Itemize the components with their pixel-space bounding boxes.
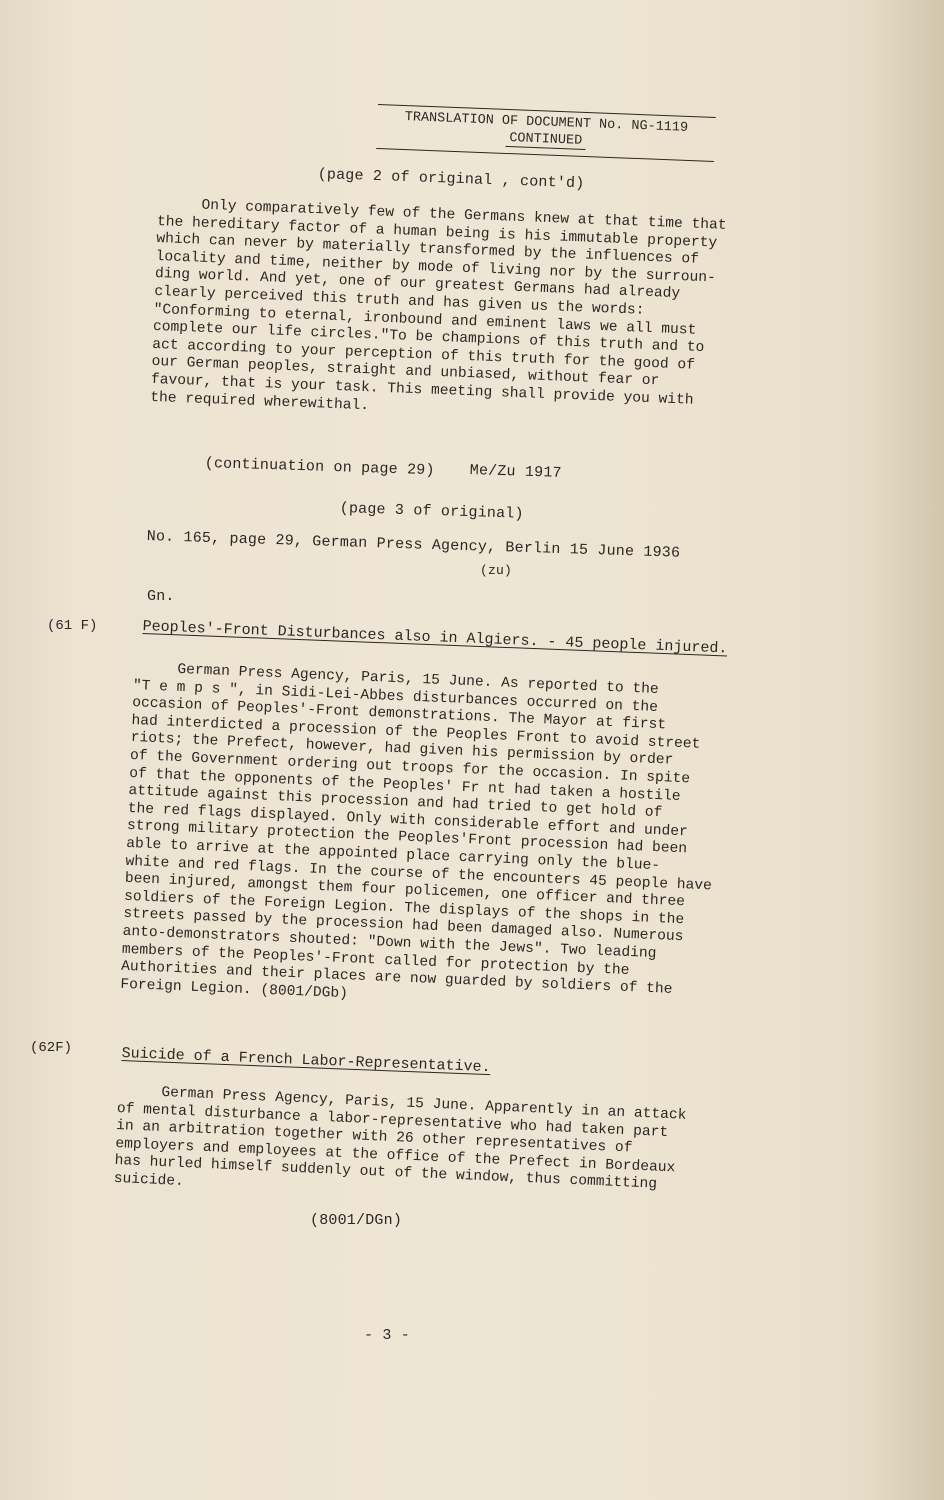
article1-paragraph: German Press Agency, Paris, 15 June. As reported to the "T e m p s ", in Sidi-Lei-Abbes disturbances occurred on the occasion of Peoples'-Front demonstrations. The Mayor at first had interdicted a procession of the Peoples Front to avoid street riots; the Prefect, however, had given his permission by order of the Government ordering out troops for the occasion. In spite of that the opponents of the Peoples' Fr nt had taken a hostile attitude against this procession and had tried to get hold of the red flags displayed. Only with considerable effort and under strong military protection the Peoples'Front procession had been able to arrive at the appointed place carrying only the blue- white and red flags. In the course of the encounters 45 people have been injured, amongst them four policemen, one officer and three soldiers of the Foreign Legion. The displays of the shops in the streets passed by the procession had been damaged also. Numerous anto-demonstrators shouted: "Down with the Jews". Two leading members of the Peoples'-Front called for protection by the Authorities and their places are now guarded by soldiers of the Foreign Legion. (8001/DGb) [120,660,713,1002]
section1-reference: Me/Zu 1917 [469,462,562,482]
page-note-original-3: (page 3 of original) [339,500,524,523]
article2-reference: (62F) [30,1040,73,1056]
article1-reference: (61 F) [47,618,98,634]
source-initials: (zu) [480,563,513,578]
header-bottom-rule [376,148,714,162]
document-header [376,104,715,162]
document-title: TRANSLATION OF DOCUMENT No. NG-1119 [404,110,689,136]
press-source-line: No. 165, page 29, German Press Agency, Berlin 15 June 1936 [146,528,681,562]
gn-mark: Gn. [147,588,175,605]
intro-paragraph: Only comparatively few of the Germans knew at that time that the hereditary factor of a human being is his immutable property which can never by materially transformed by the influences of locality and time, neither by mode of living nor by the surroun- ding world. And yet, one of our greatest Germans had already clearly perceived this truth and has given us the words: "Conforming to eternal, ironbound and eminent laws we all must complete our life circles."To be champions of this truth and to act according to your perception of this truth for the good of our German peoples, straight and unbiased, without fear or favour, that is your task. This meeting shall provide you with the required wherewithal. [149,196,727,414]
document-subtitle: CONTINUED [505,131,586,150]
continuation-note: (continuation on page 29) [204,455,435,480]
page-note-original-2: (page 2 of original , cont'd) [317,166,585,193]
page-number: - 3 - [364,1327,411,1344]
article1-heading: Peoples'-Front Disturbances also in Algiers. - 45 people injured. [142,618,728,658]
article2-paragraph: German Press Agency, Paris, 15 June. Apparently in an attack of mental disturbance a labor-representative who had taken part in an arbitration together with 26 other representatives of employers and employees at the office of the Prefect in Bordeaux has hurled himself suddenly out of the window, thus committing suicide. [113,1083,687,1193]
article2-reference-code: (8001/DGn) [310,1212,403,1229]
article2-heading: Suicide of a French Labor-Representative. [121,1045,491,1077]
